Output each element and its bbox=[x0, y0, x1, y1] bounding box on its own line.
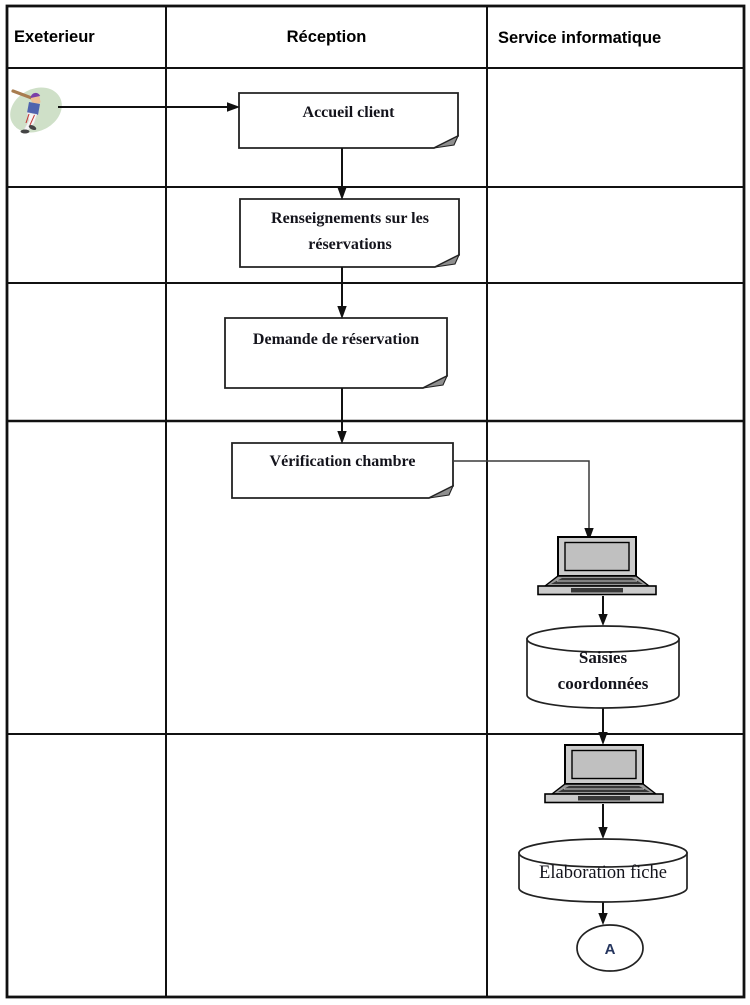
arrow-demande-to-verification bbox=[337, 388, 346, 444]
node-label-saisies-coordonnees: Saisies coordonnées bbox=[557, 648, 649, 693]
arrow-renseignements-to-demande bbox=[337, 267, 346, 319]
node-label-accueil-client: Accueil client bbox=[302, 104, 395, 121]
arrow-laptop1-to-saisies bbox=[598, 596, 607, 626]
laptop-screen bbox=[572, 751, 636, 779]
lane-header-service-informatique: Service informatique bbox=[498, 28, 662, 47]
arrow-accueil-to-renseignements bbox=[337, 148, 346, 200]
person-icon bbox=[2, 79, 69, 141]
arrow-laptop2-to-elaboration bbox=[598, 804, 607, 839]
laptop-touchpad bbox=[571, 588, 623, 593]
node-label-demande-reservation: Demande de réservation bbox=[252, 331, 420, 348]
lane-header-exterieur: Exeterieur bbox=[14, 27, 95, 46]
laptop-screen bbox=[565, 543, 629, 571]
node-label-elaboration-fiche: Elaboration fiche bbox=[539, 862, 667, 883]
laptop-touchpad bbox=[578, 796, 630, 801]
node-label-verification-chambre: Vérification chambre bbox=[269, 453, 416, 470]
connector-label-a: A bbox=[604, 940, 616, 958]
elbow-connector-verification-to-laptop bbox=[453, 461, 594, 541]
arrow-saisies-to-laptop2 bbox=[598, 708, 607, 745]
lane-header-reception: Réception bbox=[286, 27, 367, 46]
laptop-icon-bottom bbox=[545, 745, 663, 803]
arrow-elaboration-to-connector bbox=[598, 902, 607, 925]
arrow-client-to-accueil bbox=[58, 102, 240, 111]
laptop-icon-top bbox=[538, 537, 656, 595]
node-label-renseignements: Renseignements sur les réservations bbox=[271, 210, 429, 253]
